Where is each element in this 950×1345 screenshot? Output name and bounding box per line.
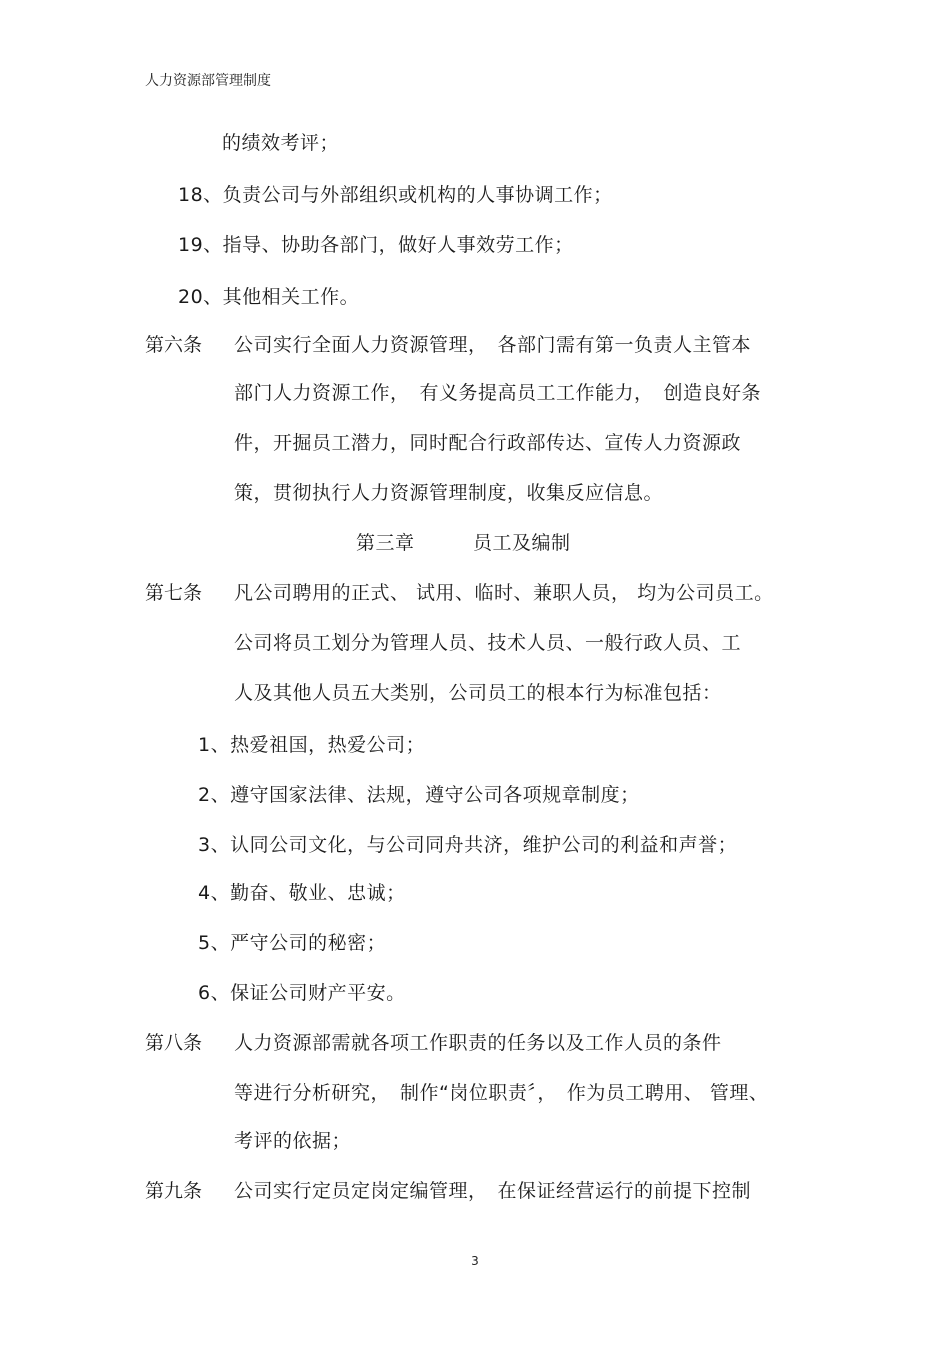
text-line: 的绩效考评； [222,132,340,154]
article-6-label: 第六条 [145,334,203,356]
article-9-label: 第九条 [145,1180,203,1202]
list-item-3: 3、认同公司文化，与公司同舟共济，维护公司的利益和声誉； [198,834,738,856]
article-6-line-2: 部门人力资源工作， 有义务提高员工工作能力， 创造良好条 [234,382,762,404]
list-item-4: 4、勤奋、敬业、忠诚； [198,882,406,904]
article-7-label: 第七条 [145,582,203,604]
article-8-line-3: 考评的依据； [234,1130,352,1152]
article-7-line-1: 凡公司聘用的正式、 试用、临时、兼职人员， 均为公司员工。 [234,582,774,604]
page-number: 3 [471,1254,479,1268]
list-item-5: 5、严守公司的秘密； [198,932,387,954]
article-8-line-2: 等进行分析研究， 制作“岗位职责〞， 作为员工聘用、 管理、 [234,1082,769,1104]
chapter-heading: 第三章 员工及编制 [356,532,571,554]
article-6-line-1: 公司实行全面人力资源管理， 各部门需有第一负责人主管本 [234,334,752,356]
list-item-1: 1、热爱祖国，热爱公司； [198,734,426,756]
running-header: 人力资源部管理制度 [145,73,271,89]
list-item-20: 20、其他相关工作。 [178,286,360,308]
list-item-18: 18、负责公司与外部组织或机构的人事协调工作； [178,184,613,206]
list-item-19: 19、指导、协助各部门，做好人事效劳工作； [178,234,574,256]
article-7-line-3: 人及其他人员五大类别，公司员工的根本行为标准包括： [234,682,722,704]
article-8-label: 第八条 [145,1032,203,1054]
article-9-line-1: 公司实行定员定岗定编管理， 在保证经营运行的前提下控制 [234,1180,752,1202]
article-6-line-4: 策，贯彻执行人力资源管理制度，收集反应信息。 [234,482,664,504]
article-8-line-1: 人力资源部需就各项工作职责的任务以及工作人员的条件 [234,1032,722,1054]
article-6-line-3: 件，开掘员工潜力，同时配合行政部传达、宣传人力资源政 [234,432,742,454]
article-7-line-2: 公司将员工划分为管理人员、技术人员、一般行政人员、工 [234,632,742,654]
list-item-2: 2、遵守国家法律、法规，遵守公司各项规章制度； [198,784,640,806]
list-item-6: 6、保证公司财产平安。 [198,982,406,1004]
